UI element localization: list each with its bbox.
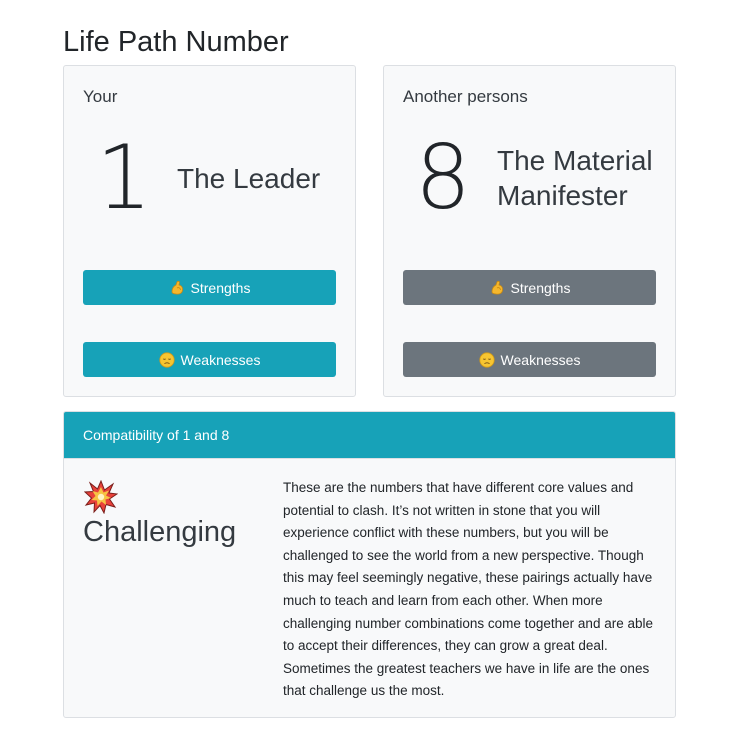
disappointed-face-icon [479, 352, 495, 368]
your-strengths-button[interactable] [83, 270, 336, 305]
compatibility-level: Challenging [83, 516, 237, 548]
your-life-path-number: 1 [96, 126, 150, 229]
page-title: Life Path Number [63, 26, 289, 58]
other-card-label: Another persons [403, 87, 528, 106]
disappointed-face-icon [159, 352, 175, 368]
other-number-card [383, 65, 676, 397]
your-weaknesses-label: Weaknesses [180, 351, 261, 368]
other-weaknesses-button[interactable] [403, 342, 656, 377]
your-card-label: Your [83, 87, 118, 106]
other-strengths-label: Strengths [510, 279, 571, 296]
other-life-path-number: 8 [415, 126, 469, 229]
other-strengths-button[interactable] [403, 270, 656, 305]
compatibility-description: These are the numbers that have different core values and potential to clash. It’s not written in stone that you will experience conflict with these numbers, but you will be challenged to see the world from a new perspective. Though this may feel seemingly negative, these pairings actually have much to teach and learn from each other. When more challenging number combinations come together and are able to accept their differences, they can grow a great deal. Sometimes the greatest teachers we have in life are the ones that challenge us the most. [283, 480, 653, 699]
your-number-title: The Leader [177, 163, 321, 194]
collision-icon [84, 480, 118, 514]
flexed-biceps-icon [169, 280, 185, 296]
compatibility-header: Compatibility of 1 and 8 [64, 412, 675, 459]
other-number-title-line2: Manifester [497, 180, 628, 211]
your-number-card [63, 65, 356, 397]
your-weaknesses-button[interactable] [83, 342, 336, 377]
other-number-title [497, 143, 653, 213]
flexed-biceps-icon [489, 280, 505, 296]
your-strengths-label: Strengths [190, 279, 251, 296]
other-number-title-line1: The Material [497, 145, 653, 176]
compatibility-card [63, 411, 676, 718]
other-weaknesses-label: Weaknesses [500, 351, 581, 368]
